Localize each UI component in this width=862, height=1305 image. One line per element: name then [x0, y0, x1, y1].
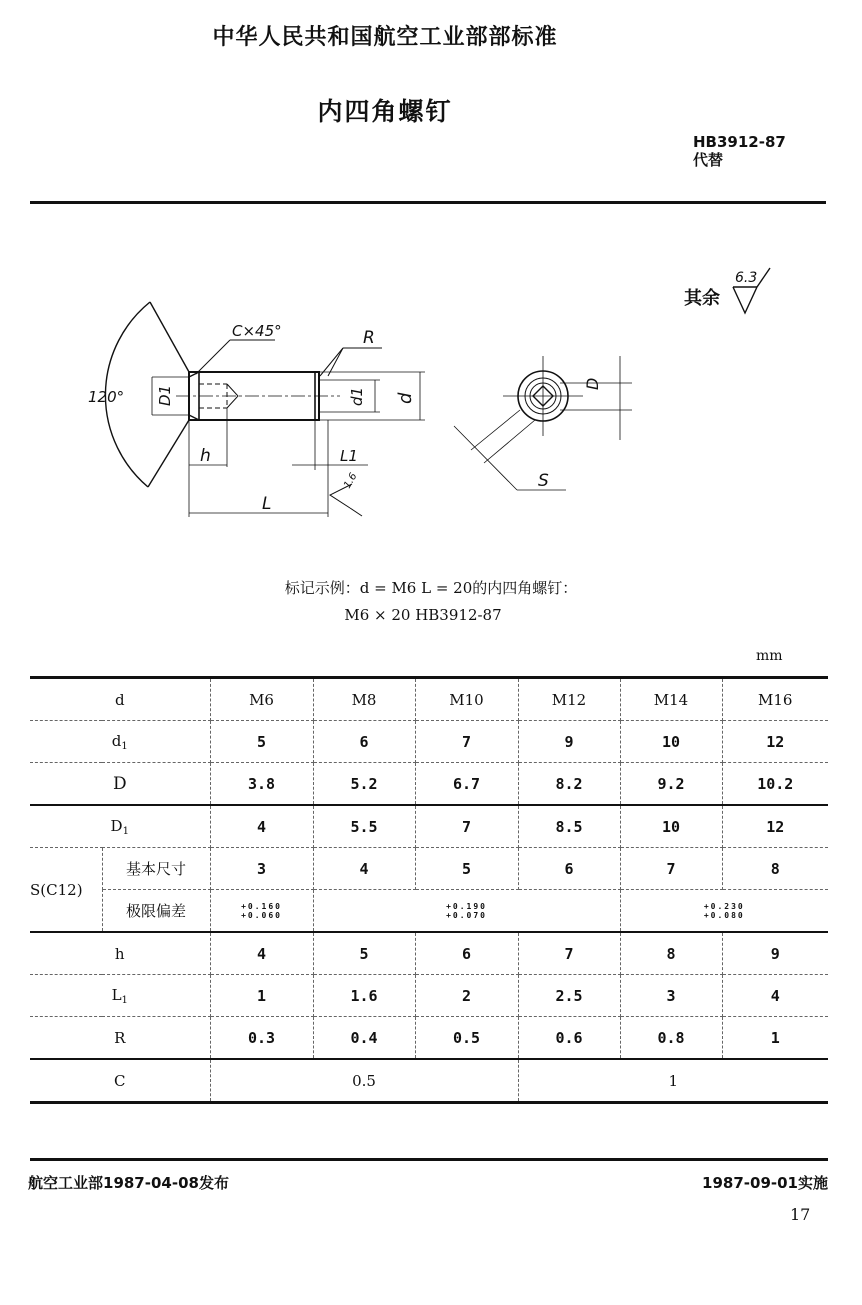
table-cell: M8: [313, 678, 415, 721]
table-cell: 5: [415, 848, 518, 890]
organization-heading: 中华人民共和国航空工业部部标准: [212, 25, 558, 50]
table-cell: 8.5: [518, 805, 620, 848]
radius-label: R: [363, 328, 375, 348]
lower-deviation: +0.070: [446, 910, 487, 920]
row-label-text: L: [111, 985, 122, 1004]
table-row-h: [30, 932, 828, 975]
row-label: h: [30, 932, 210, 975]
d-label: d: [395, 392, 416, 404]
tolerance-cell: [313, 890, 620, 933]
page-number: 17: [790, 1205, 811, 1224]
end-roughness-label: 1.6: [342, 471, 360, 491]
table-row-d1: [30, 721, 828, 763]
table-row-D1: [30, 805, 828, 848]
table-cell: 2.5: [518, 975, 620, 1017]
table-cell: M10: [415, 678, 518, 721]
roughness-other-label: 其余: [684, 288, 720, 309]
row-label-subscript: 1: [121, 994, 128, 1006]
table-cell: 4: [210, 932, 313, 975]
table-cell: 4: [313, 848, 415, 890]
replaces-label: 代替: [693, 151, 724, 169]
table-row-D: [30, 763, 828, 806]
upper-deviation: +0.230: [703, 901, 745, 911]
table-row-d: [30, 678, 828, 721]
row-label: C: [30, 1059, 210, 1103]
table-row-S-tolerance: [30, 890, 828, 933]
footer-divider: [30, 1158, 828, 1161]
angle-label: 120°: [88, 388, 125, 406]
table-cell: M14: [620, 678, 722, 721]
row-label: [30, 975, 210, 1017]
document-title: 内四角螺钉: [317, 97, 453, 126]
table-cell: 10: [620, 721, 722, 763]
table-cell: 6.7: [415, 763, 518, 806]
table-cell: 7: [415, 805, 518, 848]
row-label-subscript: 1: [122, 825, 129, 837]
table-row-C: [30, 1059, 828, 1103]
table-cell: 4: [722, 975, 828, 1017]
D1-label: D1: [156, 384, 174, 406]
table-cell: 3: [210, 848, 313, 890]
table-cell: 0.4: [313, 1017, 415, 1060]
table-cell: 7: [415, 721, 518, 763]
table-cell: M6: [210, 678, 313, 721]
table-cell: 6: [313, 721, 415, 763]
tolerance-cell: [620, 890, 828, 933]
table-cell: 12: [722, 805, 828, 848]
table-cell: 4: [210, 805, 313, 848]
D-label: D: [583, 377, 602, 390]
dimension-table: [30, 676, 828, 1104]
table-cell: 5: [313, 932, 415, 975]
standard-code: HB3912-87: [693, 133, 786, 151]
table-cell: M16: [722, 678, 828, 721]
table-cell: 3: [620, 975, 722, 1017]
marking-example-line2: M6 × 20 HB3912-87: [344, 606, 502, 624]
table-cell: 5.5: [313, 805, 415, 848]
row-label-text: d: [111, 731, 122, 750]
lower-deviation: +0.080: [703, 910, 745, 920]
header-divider: [30, 201, 826, 204]
tolerance-cell: [210, 890, 313, 933]
s-basic-label: 基本尺寸: [102, 848, 210, 890]
h-label: h: [200, 446, 211, 466]
table-cell: 9: [722, 932, 828, 975]
table-cell: 6: [518, 848, 620, 890]
s-tolerance-label: 极限偏差: [102, 890, 210, 933]
table-cell: 0.8: [620, 1017, 722, 1060]
table-cell: 0.5: [415, 1017, 518, 1060]
standard-code-block: [693, 133, 786, 169]
table-cell: 8.2: [518, 763, 620, 806]
row-label: [30, 721, 210, 763]
table-cell: 5.2: [313, 763, 415, 806]
unit-label: mm: [756, 648, 783, 664]
table-cell: 1.6: [313, 975, 415, 1017]
table-cell: 9.2: [620, 763, 722, 806]
table-cell: M12: [518, 678, 620, 721]
row-label: [30, 805, 210, 848]
d1-label: d1: [348, 386, 366, 406]
table-cell: 2: [415, 975, 518, 1017]
effective-date: 1987-09-01实施: [702, 1174, 828, 1192]
table-cell: 10: [620, 805, 722, 848]
upper-deviation: +0.190: [446, 901, 487, 911]
table-cell: 3.8: [210, 763, 313, 806]
marking-example-line1: 标记示例：d = M6 L = 20的内四角螺钉：: [284, 579, 578, 597]
table-cell: 0.5: [210, 1059, 518, 1103]
upper-deviation: +0.160: [241, 901, 282, 911]
table-cell: 8: [620, 932, 722, 975]
table-cell: 6: [415, 932, 518, 975]
table-cell: 5: [210, 721, 313, 763]
L1-label: L1: [340, 447, 358, 465]
table-cell: 7: [620, 848, 722, 890]
roughness-other-value: 6.3: [735, 270, 758, 286]
table-cell: 1: [518, 1059, 828, 1103]
table-cell: 1: [210, 975, 313, 1017]
row-label: D: [30, 763, 210, 806]
table-cell: 1: [722, 1017, 828, 1060]
row-label-text: D: [110, 816, 123, 835]
table-row-R: [30, 1017, 828, 1060]
row-label: d: [30, 678, 210, 721]
table-cell: 7: [518, 932, 620, 975]
table-cell: 12: [722, 721, 828, 763]
technical-drawing: [0, 220, 862, 530]
lower-deviation: +0.060: [241, 910, 282, 920]
table-cell: 10.2: [722, 763, 828, 806]
S-label: S: [538, 471, 549, 491]
table-cell: 8: [722, 848, 828, 890]
row-label: R: [30, 1017, 210, 1060]
table-cell: 9: [518, 721, 620, 763]
issued-date: 航空工业部1987-04-08发布: [28, 1174, 229, 1192]
table-cell: 0.6: [518, 1017, 620, 1060]
chamfer-label: C×45°: [232, 322, 282, 340]
s-group-label: S(C12): [30, 848, 102, 933]
table-row-L1: [30, 975, 828, 1017]
table-cell: 0.3: [210, 1017, 313, 1060]
row-label-subscript: 1: [121, 740, 128, 752]
table-row-S-basic: [30, 848, 828, 890]
L-label: L: [262, 494, 272, 514]
